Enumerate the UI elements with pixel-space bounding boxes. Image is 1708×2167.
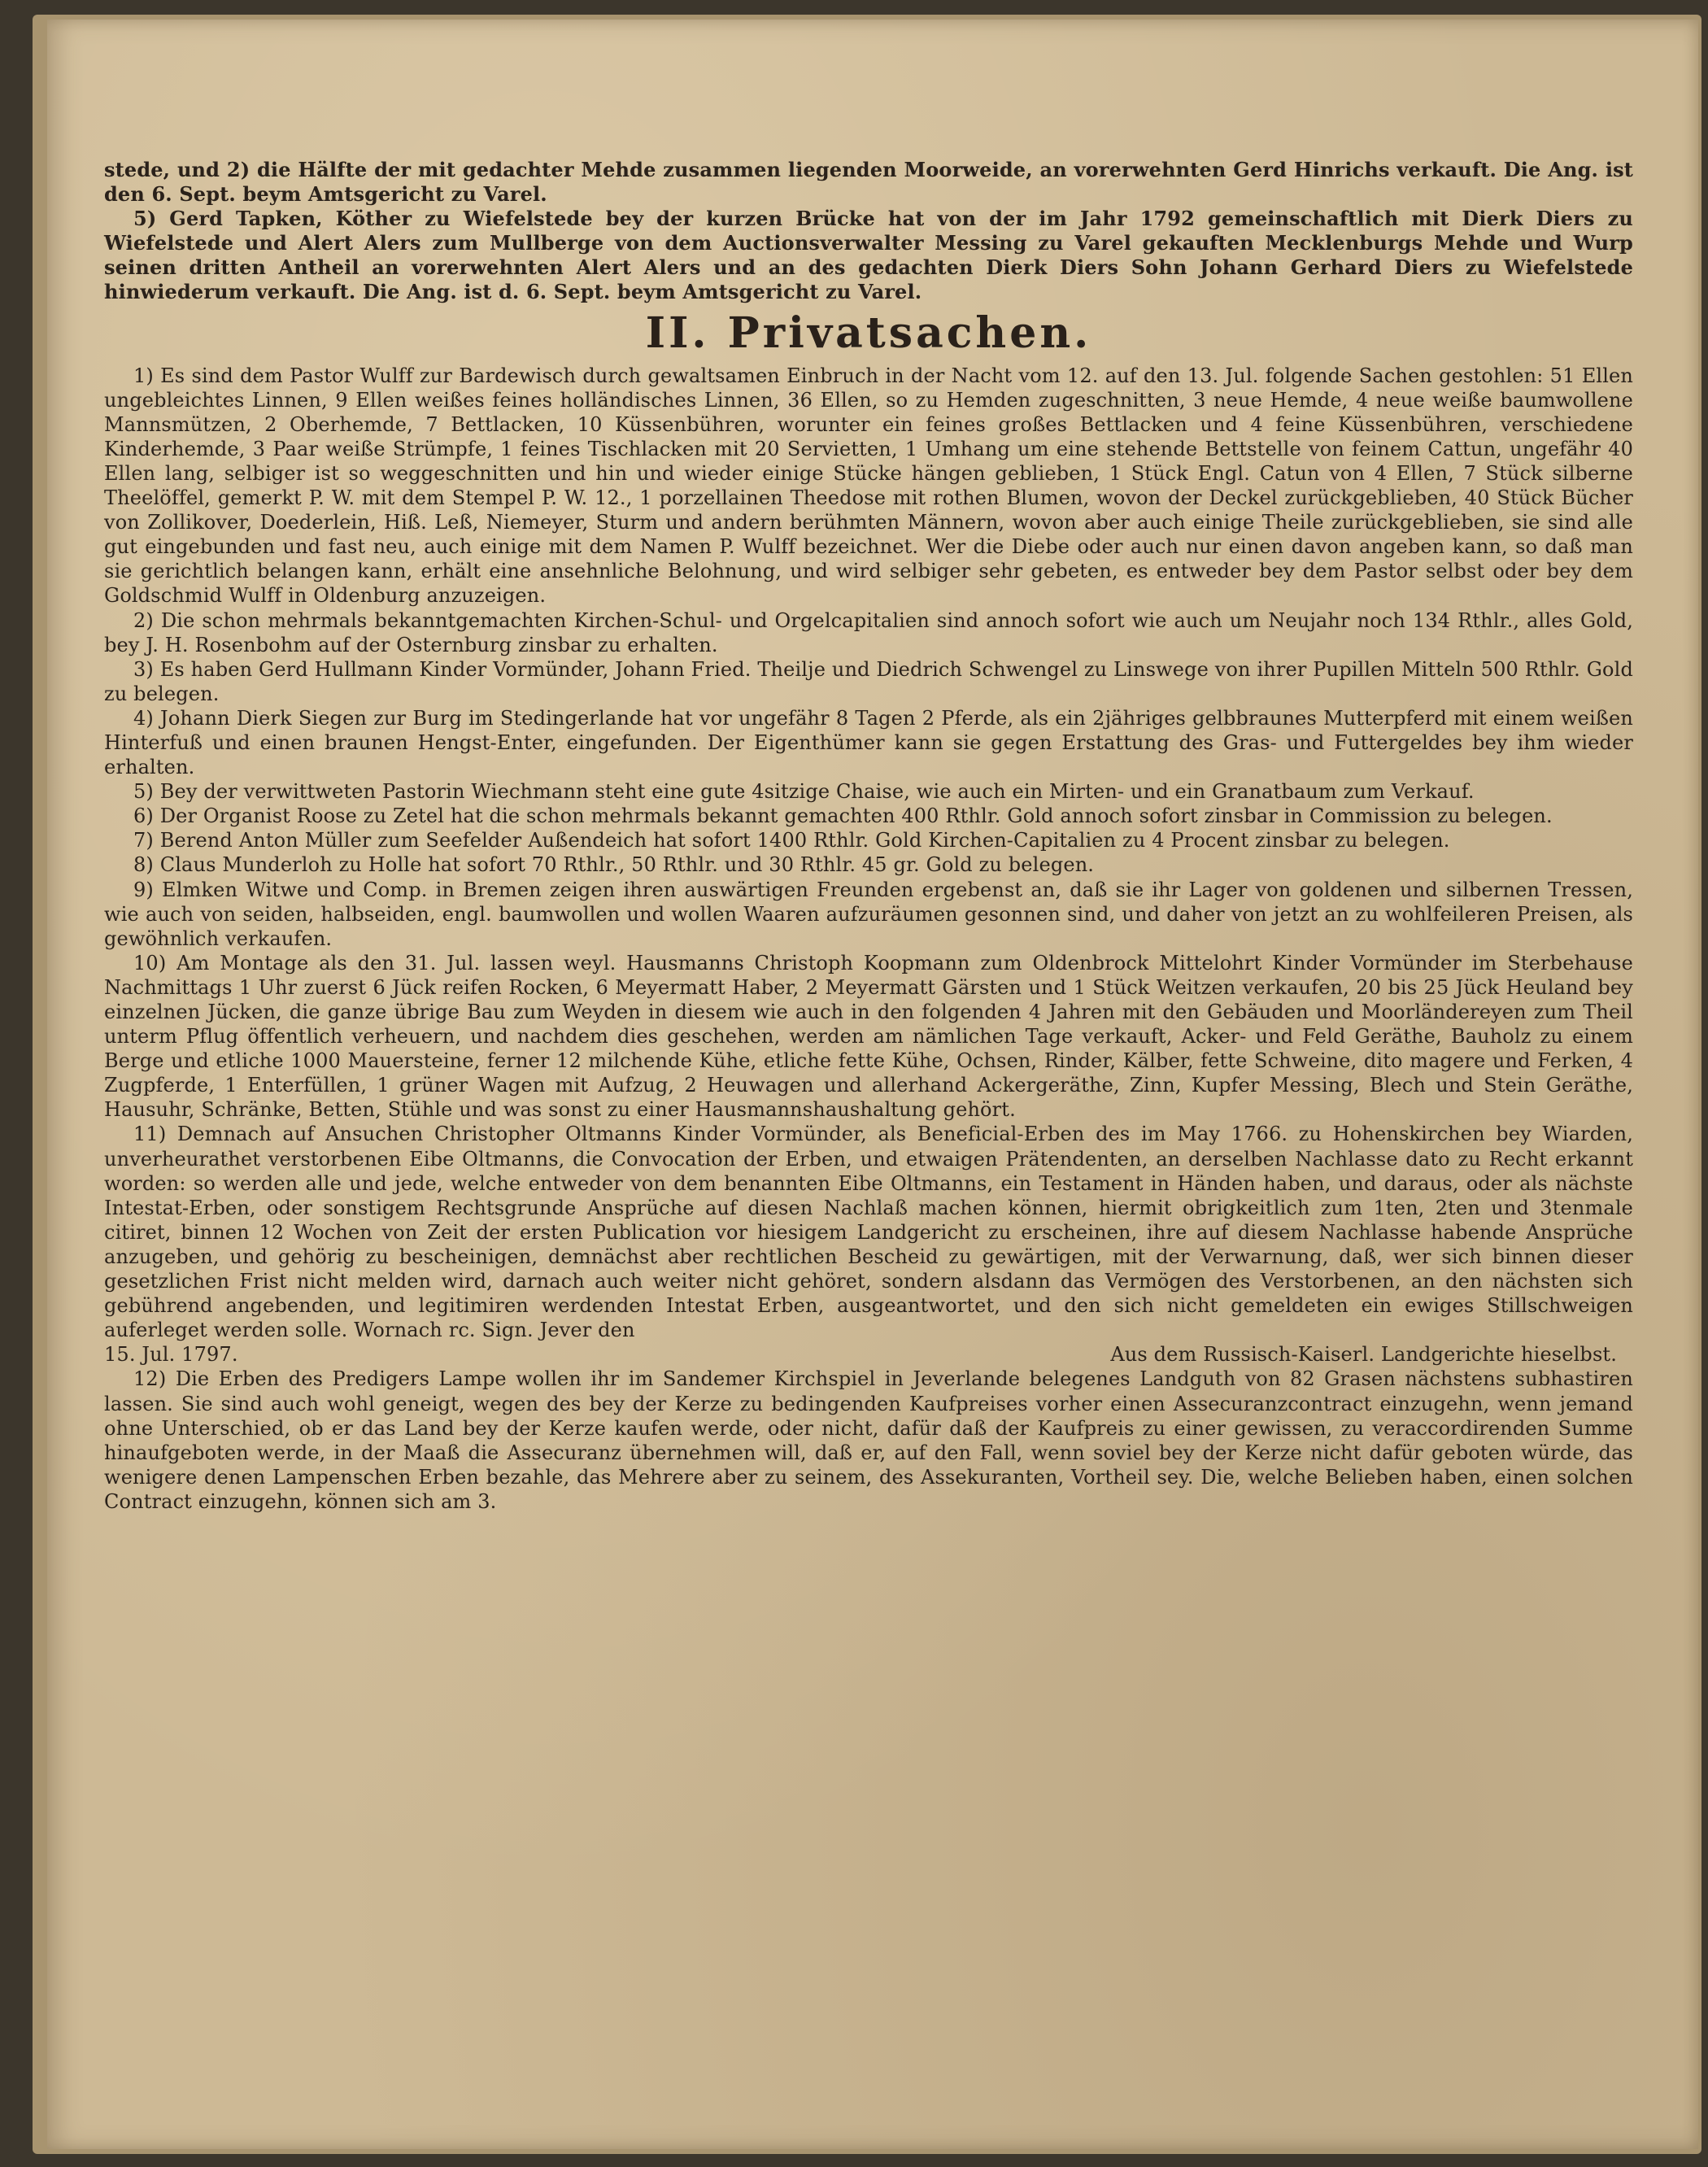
paragraph-item-9: 9) Elmken Witwe und Comp. in Bremen zeigen ihren auswärtigen Freunden ergebenst an, daß sie ihr Lager von goldenen und silbernen Tressen, wie auch von seiden, halbseiden, engl. baumwollen und wollen Waaren aufzuräumen gesonnen sind, und daher von jetzt an zu wohlfeileren Preisen, als gewöhnlich verkaufen.	[104, 878, 1633, 950]
paragraph-5: 5) Gerd Tapken, Köther zu Wiefelstede bey der kurzen Brücke hat von der im Jahr 1792 gemeinschaftlich mit Dierk Diers zu Wiefelstede und Alert Alers zum Mullberge von dem Auctionsverwalter Messing zu Varel gekauften Mecklenburgs Mehde und Wurp seinen dritten Antheil an vorerwehnten Alert Alers und an des gedachten Dierk Diers Sohn Johann Gerhard Diers zu Wiefelstede hinwiederum verkauft. Die Ang. ist d. 6. Sept. beym Amtsgericht zu Varel.	[104, 207, 1633, 304]
paragraph-item-11: 11) Demnach auf Ansuchen Christopher Oltmanns Kinder Vormünder, als Beneficial-Erben des im May 1766. zu Hohenskirchen bey Wiarden, unverheurathet verstorbenen Eibe Oltmanns, die Convocation der Erben, und etwaigen Prätendenten, an derselben Nachlasse dato zu Recht erkannt worden: so werden alle und jede, welche entweder von dem benannten Eibe Oltmanns, ein Testament in Händen haben, und daraus, oder als nächste Intestat-Erben, oder sonstigem Rechtsgrunde Ansprüche auf diesen Nachlaß machen können, hiermit obrigkeitlich zum 1ten, 2ten und 3tenmale citiret, binnen 12 Wochen von Zeit der ersten Publication vor hiesigem Landgericht zu erscheinen, ihre auf diesem Nachlasse habende Ansprüche anzugeben, und gehörig zu bescheinigen, demnächst aber rechtlichen Bescheid zu gewärtigen, mit der Verwarnung, daß, wer sich binnen dieser gesetzlichen Frist nicht melden wird, darnach auch weiter nicht gehöret, sondern alsdann das Vermögen des Verstorbenen, an den nächsten sich gebührend angebenden, und legitimiren werdenden Intestat Erben, ausgeantwortet, und den sich nicht gemeldeten ein ewiges Stillschweigen auferleget werden solle. Wornach rc. Sign. Jever den	[104, 1123, 1633, 1342]
paragraph-item-12: 12) Die Erben des Predigers Lampe wollen ihr im Sandemer Kirchspiel in Jeverlande belegenes Landguth von 82 Grasen nächstens subhastiren lassen. Sie sind auch wohl geneigt, wegen des bey der Kerze zu bedingenden Kaufpreises vorher einen Assecuranzcontract einzugehn, wenn jemand ohne Unterschied, ob er das Land bey der Kerze kaufen werde, oder nicht, dafür daß der Kaufpreis zu einer gewissen, zu veraccordirenden Summe hinaufgeboten werde, in der Maaß die Assecuranz übernehmen will, daß er, auf den Fall, wenn soviel bey der Kerze nicht dafür geboten würde, das wenigere denen Lampenschen Erben bezahle, das Mehrere aber zu seinem, des Assekuranten, Vortheil sey. Die, welche Belieben haben, einen solchen Contract einzugehn, können sich am 3.	[104, 1367, 1633, 1513]
paragraph-item-5: 5) Bey der verwittweten Pastorin Wiechmann steht eine gute 4sitzige Chaise, wie auch ein Mirten- und ein Granatbaum zum Verkauf.	[133, 780, 1475, 804]
paragraph-item-7: 7) Berend Anton Müller zum Seefelder Außendeich hat sofort 1400 Rthlr. Gold Kirchen-Capitalien zu 4 Procent zinsbar zu belegen.	[133, 829, 1450, 852]
paragraph-item-10: 10) Am Montage als den 31. Jul. lassen weyl. Hausmanns Christoph Koopmann zum Oldenbrock Mittelohrt Kinder Vormünder im Sterbehause Nachmittags 1 Uhr zuerst 6 Jück reifen Rocken, 6 Meyermatt Haber, 2 Meyermatt Gärsten und 1 Stück Weitzen verkaufen, 20 bis 25 Jück Heuland bey einzelnen Jücken, die ganze übrige Bau zum Weyden in diesem wie auch in den folgenden 4 Jahren mit den Gebäuden und Moorländereyen zum Theil unterm Pflug öffentlich verheuern, und nachdem dies geschehen, werden am nämlichen Tage verkauft, Acker- und Feld Geräthe, Bauholz zu einem Berge und etliche 1000 Mauersteine, ferner 12 milchende Kühe, etliche fette Kühe, Ochsen, Rinder, Kälber, fette Schweine, dito magere und Ferken, 4 Zugpferde, 1 Enterfüllen, 1 grüner Wagen mit Aufzug, 2 Heuwagen und allerhand Ackergeräthe, Zinn, Kupfer Messing, Blech und Stein Geräthe, Hausuhr, Schränke, Betten, Stühle und was sonst zu einer Hausmannshaushaltung gehört.	[104, 951, 1633, 1122]
paragraph-item-3: 3) Es haben Gerd Hullmann Kinder Vormünder, Johann Fried. Theilje und Diedrich Schwengel zu Linswege von ihrer Pupillen Mitteln 500 Rthlr. Gold zu belegen.	[104, 657, 1633, 705]
paragraph-item-4: 4) Johann Dierk Siegen zur Burg im Stedingerlande hat vor ungefähr 8 Tagen 2 Pferde, als ein 2jähriges gelbbraunes Mutterpferd mit einem weißen Hinterfuß und einen braunen Hengst-Enter, eingefunden. Der Eigenthümer kann sie gegen Erstattung des Gras- und Futtergeldes bey ihm wieder erhalten.	[104, 706, 1633, 779]
paragraph-item-1: 1) Es sind dem Pastor Wulff zur Bardewisch durch gewaltsamen Einbruch in der Nacht vom 12. auf den 13. Jul. folgende Sachen gestohlen: 51 Ellen ungebleichtes Linnen, 9 Ellen weißes feines holländisches Linnen, 36 Ellen, so zu Hemden zugeschnitten, 3 neue Hemde, 4 neue weiße baumwollene Mannsmützen, 2 Oberhemde, 7 Bettlacken, 10 Küssenbühren, worunter ein feines großes Bettlacken und 4 feine Küssenbühren, verschiedene Kinderhemde, 3 Paar weiße Strümpfe, 1 feines Tischlacken mit 20 Servietten, 1 Umhang um eine stehende Bettstelle von feinem Cattun, ungefähr 40 Ellen lang, selbiger ist so weggeschnitten und hin und wieder einige Stücke hängen geblieben, 1 Stück Engl. Catun von 4 Ellen, 7 Stück silberne Theelöffel, gemerkt P. W. mit dem Stempel P. W. 12., 1 porzellainen Theedose mit rothen Blumen, wovon der Deckel zurückgeblieben, 40 Stück Bücher von Zollikover, Doederlein, Hiß. Leß, Niemeyer, Sturm und andern berühmten Männern, wovon aber auch einige Theile zurückgeblieben, sie sind alle gut eingebunden und fast neu, auch einige mit dem Namen P. Wulff bezeichnet. Wer die Diebe oder auch nur einen davon angeben kann, so daß man sie gerichtlich belangen kann, erhält eine ansehnliche Belohnung, und wird selbiger sehr gebeten, es entweder bey dem Pastor selbst oder bey dem Goldschmid Wulff in Oldenburg anzuzeigen.	[104, 364, 1633, 608]
paragraph-item-8: 8) Claus Munderloh zu Holle hat sofort 70 Rthlr., 50 Rthlr. und 30 Rthlr. 45 gr. Gold zu belegen.	[133, 853, 1095, 877]
paragraph-item-6: 6) Der Organist Roose zu Zetel hat die schon mehrmals bekannt gemachten 400 Rthlr. Gold annoch sofort zinsbar in Commission zu belegen.	[133, 804, 1553, 828]
signature-date: 15. Jul. 1797.	[104, 1343, 238, 1367]
signature-court: Aus dem Russisch-Kaiserl. Landgerichte hieselbst.	[1110, 1343, 1617, 1367]
signature-line	[104, 1342, 1633, 1367]
paragraph-continuation: stede, und 2) die Hälfte der mit gedachter Mehde zusammen liegenden Moorweide, an vorerwehnten Gerd Hinrichs verkauft. Die Ang. ist den 6. Sept. beym Amtsgericht zu Varel.	[104, 158, 1633, 207]
text-block	[104, 158, 1633, 1514]
document-page	[47, 20, 1698, 2149]
section-heading: II. Privatsachen.	[645, 307, 1092, 358]
paragraph-item-2: 2) Die schon mehrmals bekanntgemachten Kirchen-Schul- und Orgelcapitalien sind annoch sofort wie auch um Neujahr noch 134 Rthlr., alles Gold, bey J. H. Rosenbohm auf der Osternburg zinsbar zu erhalten.	[104, 608, 1633, 656]
